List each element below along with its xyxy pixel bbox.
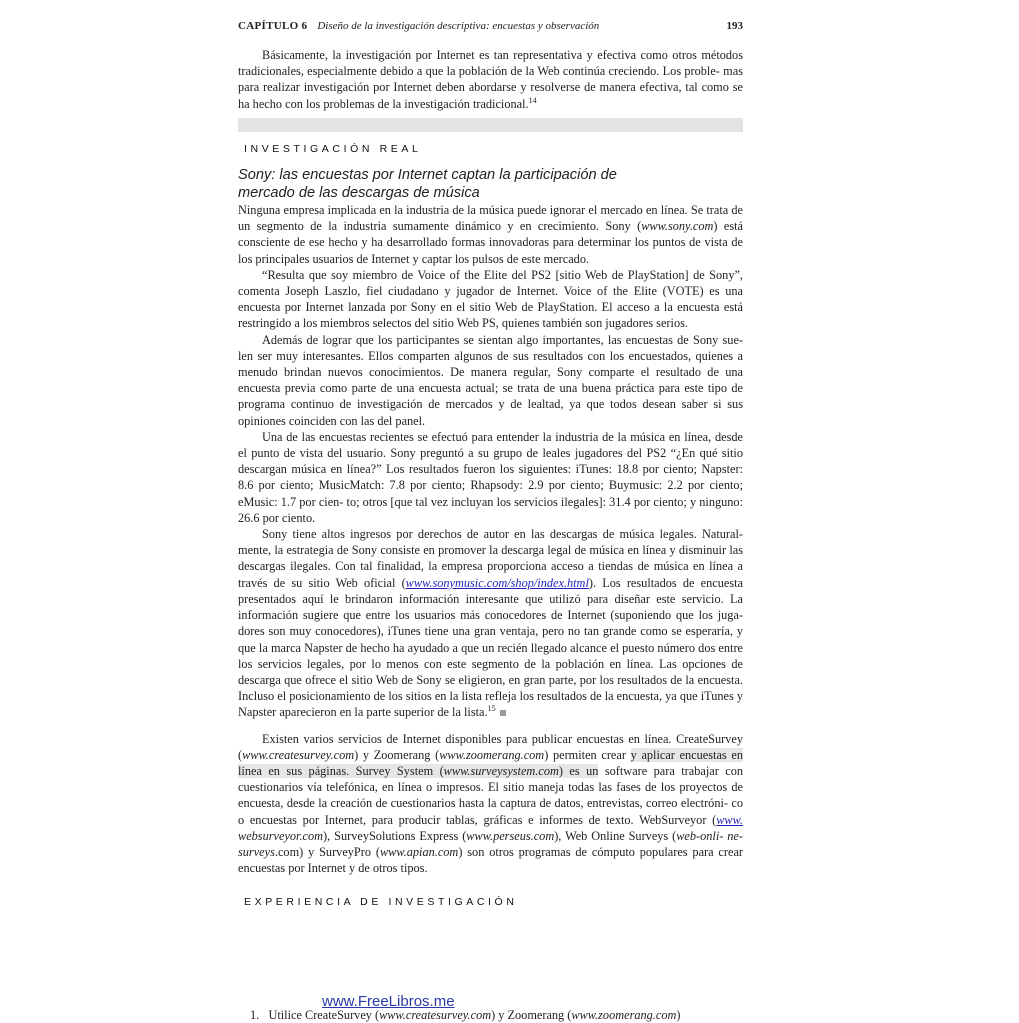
exercise-item: 1. Utilice CreateSurvey (www.createsurvey.com) y Zoomerang (www.zoomerang.com) xyxy=(250,1008,681,1022)
watermark-link[interactable]: www.FreeLibros.me xyxy=(322,993,455,1010)
end-of-case-square-icon xyxy=(500,710,506,716)
case-paragraph-3: Además de lograr que los participantes se sientan algo importantes, las encuestas de Sony sue- len ser muy interesantes. Ellos comparten algunos de sus resultados con los encuestados, quienes a menudo brindan nuevos conocimientos. De manera regular, Sony comparte el resultado de una encuesta previa como parte de una encuesta actual; se trata de una buena práctica para este tipo de programa continuo de investigación de mercados y de lealtad, ya que todos desean saber si sus opiniones coinciden con las del panel. xyxy=(238,332,743,428)
footnote-ref: 15 xyxy=(487,704,496,714)
experience-label: EXPERIENCIA DE INVESTIGACIÓN xyxy=(244,896,518,909)
case-paragraph-2: “Resulta que soy miembro de Voice of the Elite del PS2 [sitio Web de PlayStation] de Sony”, comenta Joseph Laszlo, fiel ciudadano y jugador de Internet. Voice of the Elite (VOTE) es una encuesta por Internet lanzada por Sony en el sitio Web de PlayStation. El acceso a la encuesta está restringido a los miembros selectos del sitio Web PS, quienes también son jugadores serios. xyxy=(238,267,743,331)
highlighted-text: y aplicar encuestas en línea en sus páginas. Survey System (www.surveysystem.com) es un xyxy=(238,747,743,778)
case-paragraph-5: Sony tiene altos ingresos por derechos de autor en las descargas de música legales. Natural- mente, la estrategia de Sony consiste en promover la descarga legal de música en línea y disminuir las descargas ilegales. Con tal finalidad, la empresa proporciona acceso a tiendas de música en línea a través de su sitio Web oficial (www.sonymusic.com/shop/index.html). Los resultados de encuesta presentados aquí le brindaron información interesante que utilizó para diseñar este servicio. La información sugiere que entre los usuarios más conocedores de Internet (suponiendo que los juga- dores son muy conocedores), iTunes tiene una gran ventaja, pero no tan grande como se esperaría, y que la marca Napster de hecho ha ayudado a que un recién llegado alcance el puesto número dos entre los servicios legales, por lo menos con este segmento de la población en línea. Las opciones de descarga que ofrece el sitio Web de Sony se eligieron, en gran parte, por los resultados de la encuesta. Incluso el posicionamiento de los sitios en la lista refleja los resultados de la encuesta, ya que iTunes y Napster aparecieron en la parte superior de la lista.$^{15}$ xyxy=(238,527,743,720)
websurveyor-link[interactable]: www. xyxy=(716,812,743,827)
chapter-title: Diseño de la investigación descriptiva: encuestas y observación xyxy=(317,20,600,32)
sonymusic-link[interactable]: www.sonymusic.com/shop/index.html xyxy=(405,575,589,590)
page-number: 193 xyxy=(726,20,743,32)
case-paragraph-4: Una de las encuestas recientes se efectuó para entender la industria de la música en línea, desde el punto de vista del usuario. Sony preguntó a su grupo de leales jugadores del PS2 “¿En qué sitio descargan música en línea?” Los resultados fueron los siguientes: iTunes: 18.8 por ciento; Napster: 8.6 por ciento; MusicMatch: 7.8 por ciento; Rhapsody: 2.9 por ciento; Buymusic: 2.2 por ciento; eMusic: 1.7 por cien- to; otros [que tal vez incluyan los servicios ilegales]: 31.4 por ciento; y ninguno: 26.6 por ciento. xyxy=(238,429,743,525)
section-label: INVESTIGACIÓN REAL xyxy=(244,142,422,155)
footnote-ref: 14 xyxy=(528,95,537,105)
running-head xyxy=(238,18,743,36)
section-divider xyxy=(238,118,743,132)
case-title: Sony: las encuestas por Internet captan la participación de mercado de las descargas de música xyxy=(238,167,617,201)
sony-url: www.sony.com xyxy=(641,219,714,234)
closing-paragraph: Existen varios servicios de Internet disponibles para publicar encuestas en línea. CreateSurvey (www.createsurvey.com) y Zoomerang (www.zoomerang.com) permiten crear y aplicar encuestas en línea en sus páginas. Survey System (www.surveysystem.com) es un software para trabajar con cuestionarios vía telefónica, en línea o impresos. El sitio maneja todas las fases de los proyectos de encuesta, desde la creación de cuestionarios hasta la captura de datos, entrevistas, correo electróni- co o encuestas por Internet, para producir tablas, gráficas e informes de texto. WebSurveyor (www. websurveyor.com), SurveySolutions Express (www.perseus.com), Web Online Surveys (web-onli- ne-surveys.com) y SurveyPro (www.apian.com) son otros programas de cómputo populares para crear encuestas por Internet y de otros tipos. xyxy=(238,731,743,876)
case-paragraph-1: Ninguna empresa implicada en la industria de la música puede ignorar el mercado en línea. Se trata de un segmento de la industria sumamente dinámico y en crecimiento. Sony (www.sony.com) está consciente de ese hecho y ha desarrollado formas innovadoras para determinar los puntos de vista de los principales usuarios de Internet y captar los pulsos de este mercado. xyxy=(238,203,743,266)
book-page xyxy=(238,18,743,911)
chapter-number: CAPÍTULO 6 xyxy=(238,20,308,32)
intro-paragraph: Básicamente, la investigación por Internet es tan representativa y efectiva como otros métodos tradicionales, especialmente debido a que la población de la Web continúa creciendo. Los proble- mas para realizar investigación por Internet deben abordarse y resolverse de manera efectiva, tal como se ha hecho con los problemas de la investigación tradicional.$^{14}$ xyxy=(238,48,743,111)
